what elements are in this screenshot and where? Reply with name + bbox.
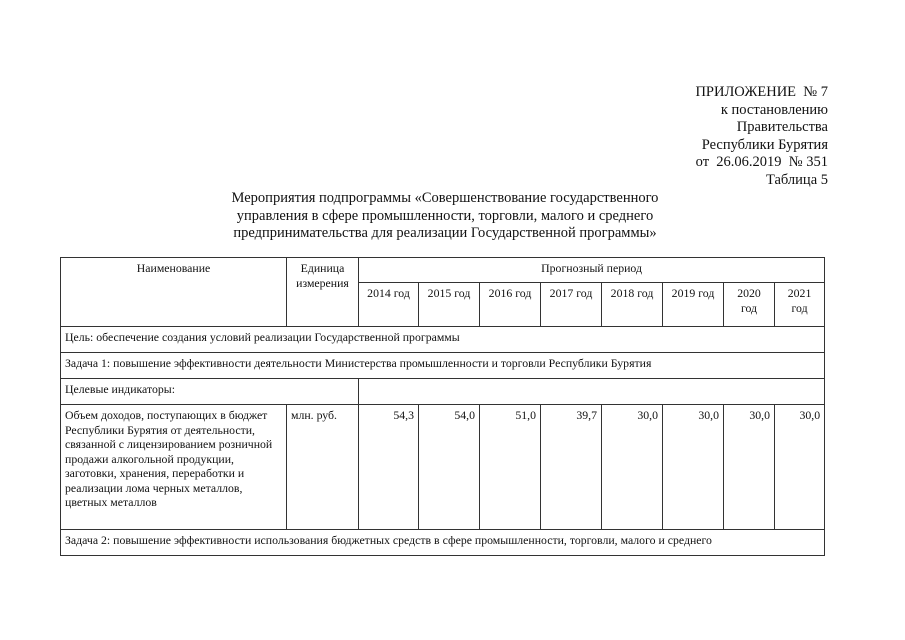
indicator-unit: млн. руб. bbox=[287, 405, 359, 530]
measures-table bbox=[60, 257, 825, 556]
indicator-value: 39,7 bbox=[541, 405, 602, 530]
appendix-line-date-number: от 26.06.2019 № 351 bbox=[695, 154, 828, 170]
header-year: 2017 год bbox=[541, 283, 602, 327]
task1-text: Задача 1: повышение эффективности деятельности Министерства промышленности и торговли Республики Бурятия bbox=[61, 353, 825, 379]
header-year: 2019 год bbox=[663, 283, 724, 327]
indicator-value: 54,0 bbox=[419, 405, 480, 530]
task2-text: Задача 2: повышение эффективности использования бюджетных средств в сфере промышленности, торговли, малого и среднего bbox=[61, 530, 825, 556]
indicator-value: 30,0 bbox=[775, 405, 825, 530]
header-year: 2018 год bbox=[602, 283, 663, 327]
indicator-name: Объем доходов, поступающих в бюджет Республики Бурятия от деятельности, связанной с лицензированием розничной продажи алкогольной продукции, заготовки, хранения, переработки и реализации лома черных металлов, цветных металлов bbox=[61, 405, 287, 530]
header-year: 2020 год bbox=[724, 283, 775, 327]
goal-row bbox=[61, 327, 825, 353]
indicator-value: 54,3 bbox=[359, 405, 419, 530]
table-number: Таблица 5 bbox=[765, 171, 828, 188]
indicators-empty-cell bbox=[359, 379, 825, 405]
table-row bbox=[61, 405, 825, 530]
appendix-label: ПРИЛОЖЕНИЕ № 7 bbox=[695, 84, 828, 100]
indicator-value: 30,0 bbox=[663, 405, 724, 530]
indicators-row bbox=[61, 379, 825, 405]
indicator-value: 30,0 bbox=[602, 405, 663, 530]
task1-row bbox=[61, 353, 825, 379]
indicator-value: 30,0 bbox=[724, 405, 775, 530]
document-title: Мероприятия подпрограммы «Совершенствование государственного управления в сфере промышленности, торговли, малого и среднего предпринимательства для реализации Государственной программы» bbox=[231, 190, 659, 241]
header-year: 2016 год bbox=[480, 283, 541, 327]
appendix-header bbox=[695, 84, 828, 189]
header-year: 2015 год bbox=[419, 283, 480, 327]
header-year: 2021 год bbox=[775, 283, 825, 327]
header-unit: Единица измерения bbox=[287, 258, 359, 327]
table-header-row bbox=[61, 258, 825, 283]
header-period: Прогнозный период bbox=[359, 258, 825, 283]
appendix-line-republic: Республики Бурятия bbox=[701, 136, 828, 153]
indicator-value: 51,0 bbox=[480, 405, 541, 530]
appendix-line-government: Правительства bbox=[736, 119, 828, 135]
goal-text: Цель: обеспечение создания условий реализации Государственной программы bbox=[61, 327, 825, 353]
indicators-label: Целевые индикаторы: bbox=[61, 379, 359, 405]
header-year: 2014 год bbox=[359, 283, 419, 327]
appendix-line-resolution: к постановлению bbox=[720, 101, 828, 118]
task2-row bbox=[61, 530, 825, 556]
header-name: Наименование bbox=[61, 258, 287, 327]
